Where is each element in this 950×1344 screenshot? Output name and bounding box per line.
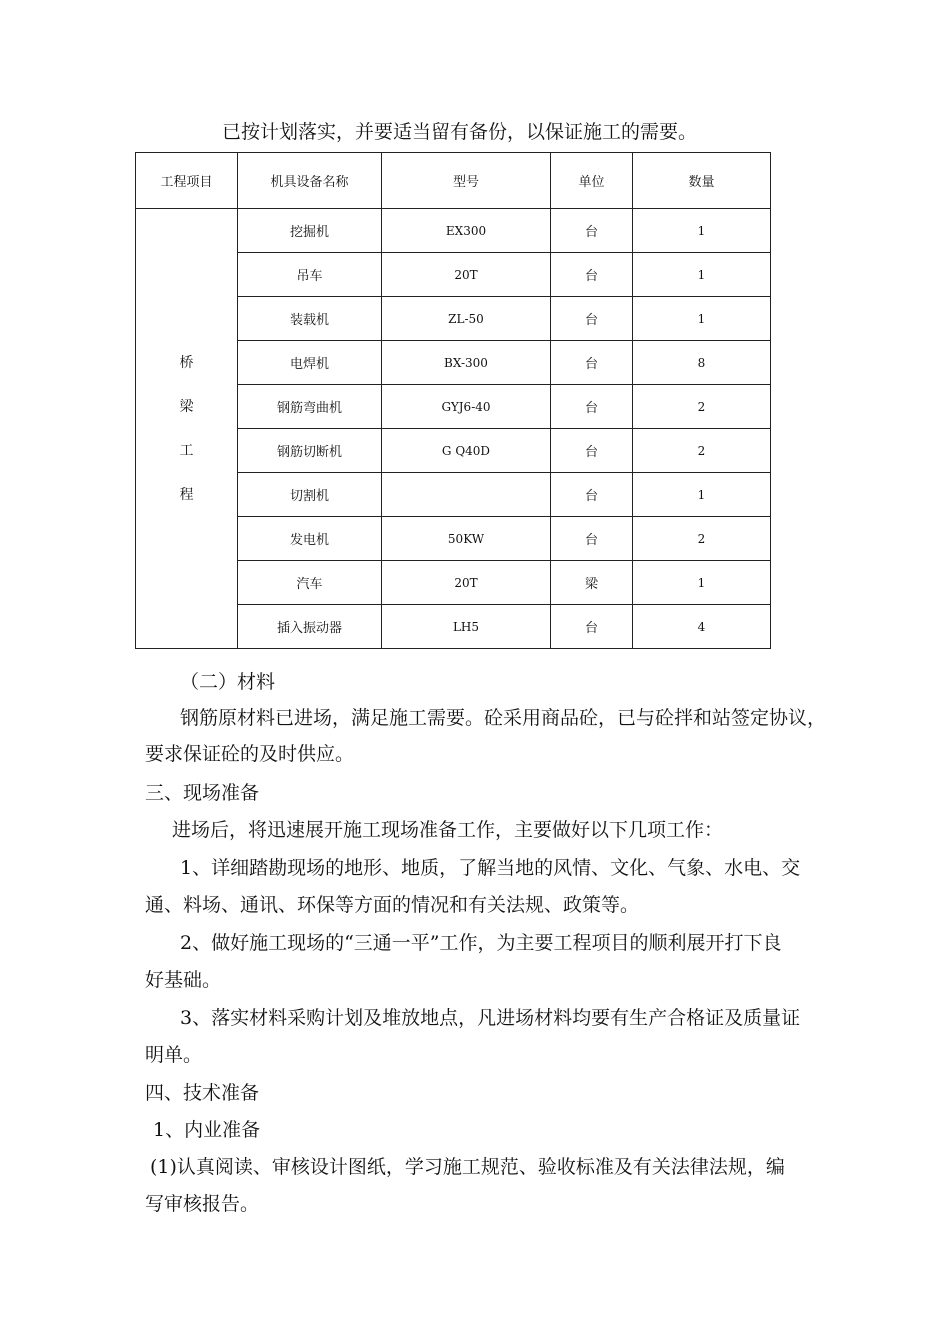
equipment-name-cell: 装载机 xyxy=(238,297,382,341)
project-char: 工 xyxy=(179,442,194,459)
equipment-name-cell: 钢筋切断机 xyxy=(238,429,382,473)
header-equipment-name: 机具设备名称 xyxy=(238,153,382,209)
equipment-name-cell: 挖掘机 xyxy=(238,209,382,253)
text-line: （二）材料 xyxy=(180,671,276,693)
unit-cell: 台 xyxy=(551,385,633,429)
quantity-cell: 1 xyxy=(633,561,771,605)
model-cell: GYJ6-40 xyxy=(382,385,551,429)
header-unit: 单位 xyxy=(551,153,633,209)
table-row xyxy=(136,209,771,253)
text-line: 通、料场、通讯、环保等方面的情况和有关法规、政策等。 xyxy=(145,894,640,916)
equipment-name-cell: 汽车 xyxy=(238,561,382,605)
text-line: 钢筋原材料已进场，满足施工需要。砼采用商品砼，已与砼拌和站签定协议， xyxy=(180,707,827,729)
quantity-cell: 2 xyxy=(633,517,771,561)
text-line: 3、落实材料采购计划及堆放地点，凡进场材料均要有生产合格证及质量证 xyxy=(180,1007,801,1029)
quantity-cell: 8 xyxy=(633,341,771,385)
equipment-name-cell: 插入振动器 xyxy=(238,605,382,649)
model-cell xyxy=(382,473,551,517)
unit-cell: 梁 xyxy=(551,561,633,605)
text-line: 2、做好施工现场的“三通一平”工作，为主要工程项目的顺利展开打下良 xyxy=(180,932,782,954)
unit-cell: 台 xyxy=(551,209,633,253)
equipment-table xyxy=(135,152,771,649)
table-header-row xyxy=(136,153,771,209)
unit-cell: 台 xyxy=(551,253,633,297)
equipment-name-cell: 发电机 xyxy=(238,517,382,561)
model-cell: G Q40D xyxy=(382,429,551,473)
text-line: 明单。 xyxy=(145,1044,203,1066)
unit-cell: 台 xyxy=(551,473,633,517)
quantity-cell: 2 xyxy=(633,385,771,429)
unit-cell: 台 xyxy=(551,517,633,561)
text-line: 1、内业准备 xyxy=(153,1119,261,1141)
project-char: 梁 xyxy=(179,398,194,415)
model-cell: ZL-50 xyxy=(382,297,551,341)
header-quantity: 数量 xyxy=(633,153,771,209)
quantity-cell: 2 xyxy=(633,429,771,473)
text-line: 四、技术准备 xyxy=(145,1082,260,1104)
project-cell xyxy=(136,209,238,649)
intro-text: 已按计划落实，并要适当留有备份，以保证施工的需要。 xyxy=(222,121,698,143)
model-cell: EX300 xyxy=(382,209,551,253)
quantity-cell: 1 xyxy=(633,297,771,341)
model-cell: 20T xyxy=(382,253,551,297)
model-cell: LH5 xyxy=(382,605,551,649)
header-model: 型号 xyxy=(382,153,551,209)
text-line: 好基础。 xyxy=(145,969,222,991)
text-line: (1)认真阅读、审核设计图纸，学习施工规范、验收标准及有关法律法规，编 xyxy=(150,1156,785,1178)
unit-cell: 台 xyxy=(551,297,633,341)
quantity-cell: 1 xyxy=(633,253,771,297)
quantity-cell: 1 xyxy=(633,209,771,253)
quantity-cell: 4 xyxy=(633,605,771,649)
model-cell: BX-300 xyxy=(382,341,551,385)
project-char: 程 xyxy=(179,486,194,503)
text-line: 三、现场准备 xyxy=(145,782,260,804)
text-line: 要求保证砼的及时供应。 xyxy=(145,743,355,765)
text-line: 进场后，将迅速展开施工现场准备工作，主要做好以下几项工作： xyxy=(172,819,724,841)
text-line: 写审核报告。 xyxy=(145,1193,260,1215)
equipment-name-cell: 切割机 xyxy=(238,473,382,517)
text-line: 1、详细踏勘现场的地形、地质，了解当地的风情、文化、气象、水电、交 xyxy=(180,857,801,879)
equipment-name-cell: 钢筋弯曲机 xyxy=(238,385,382,429)
model-cell: 20T xyxy=(382,561,551,605)
unit-cell: 台 xyxy=(551,429,633,473)
equipment-name-cell: 吊车 xyxy=(238,253,382,297)
unit-cell: 台 xyxy=(551,605,633,649)
model-cell: 50KW xyxy=(382,517,551,561)
equipment-name-cell: 电焊机 xyxy=(238,341,382,385)
unit-cell: 台 xyxy=(551,341,633,385)
quantity-cell: 1 xyxy=(633,473,771,517)
project-char: 桥 xyxy=(179,354,194,371)
header-project: 工程项目 xyxy=(136,153,238,209)
